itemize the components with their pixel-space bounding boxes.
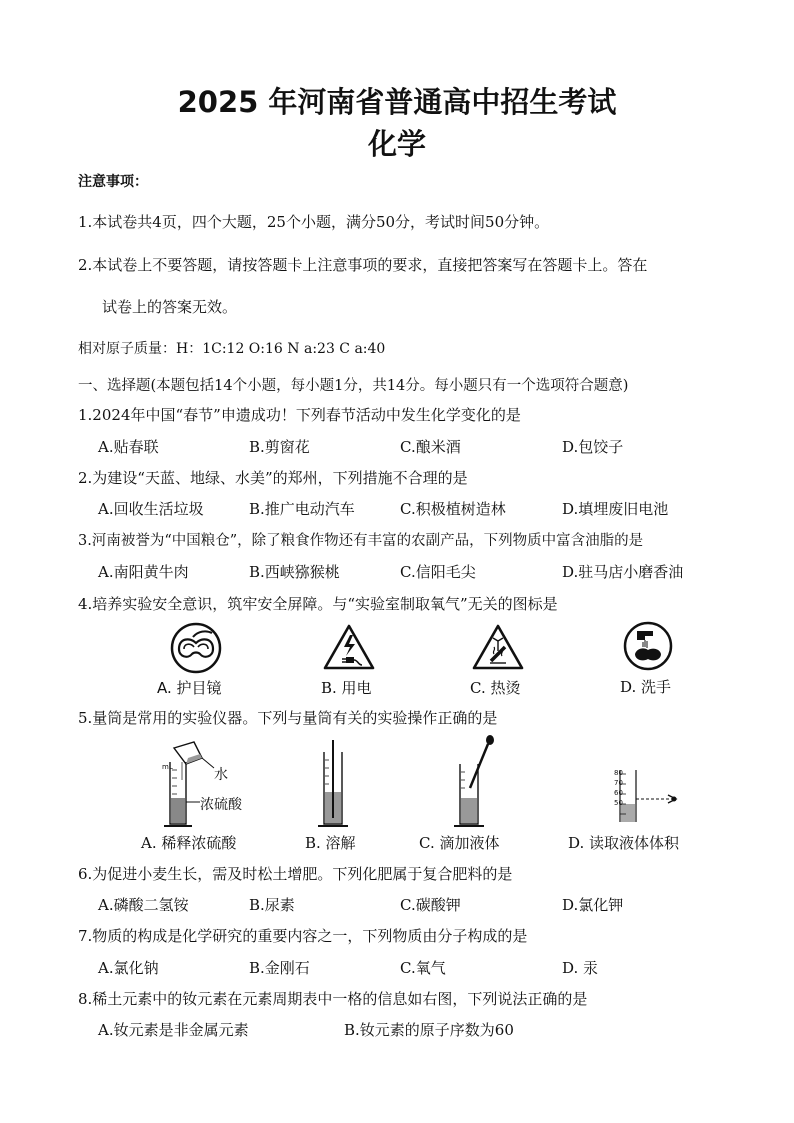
q4-option-b: B. 用电	[321, 679, 372, 697]
q5-option-b: B. 溶解	[305, 834, 356, 852]
goggles-icon	[170, 622, 222, 674]
subject-title: 化学	[367, 127, 426, 161]
hot-surface-icon	[471, 623, 525, 671]
question-2-stem: 2.为建设“天蓝、地绿、水美”的郑州，下列措施不合理的是	[78, 469, 468, 487]
q1-option-d: D.包饺子	[562, 438, 624, 456]
q5-option-c: C. 滴加液体	[419, 834, 500, 852]
q1-option-c: C.酿米酒	[400, 438, 461, 456]
q2-option-b: B.推广电动汽车	[249, 500, 355, 518]
diluting-acid-illustration	[160, 740, 240, 830]
q5-scale-labels	[614, 768, 623, 808]
q7-option-a: A.氯化钠	[98, 959, 159, 977]
q2-option-a: A.回收生活垃圾	[98, 500, 204, 518]
question-6-stem: 6.为促进小麦生长，需及时松土增肥。下列化肥属于复合肥料的是	[78, 865, 513, 883]
adding-liquid-illustration	[450, 734, 500, 830]
notice-heading: 注意事项：	[78, 174, 148, 190]
q3-option-d: D.驻马店小磨香油	[562, 563, 684, 581]
q3-option-b: B.西峡猕猴桃	[249, 563, 340, 581]
q7-option-b: B.金刚石	[249, 959, 310, 977]
notice-item-1: 1.本试卷共4页，四个大题，25个小题，满分50分，考试时间50分钟。	[78, 213, 550, 231]
q2-option-c: C.积极植树造林	[400, 500, 506, 518]
q2-option-d: D.填埋废旧电池	[562, 500, 669, 518]
q6-option-a: A.磷酸二氢铵	[98, 896, 189, 914]
q5-water-label: 水	[214, 767, 228, 783]
q5-ml-label: mL	[162, 763, 173, 771]
q6-option-d: D.氯化钾	[562, 896, 624, 914]
electricity-warning-icon	[322, 623, 376, 671]
question-8-stem: 8.稀土元素中的钕元素在元素周期表中一格的信息如右图，下列说法正确的是	[78, 990, 588, 1008]
question-4-stem: 4.培养实验安全意识，筑牢安全屏障。与“实验室制取氧气”无关的图标是	[78, 595, 558, 613]
scale-tick-80: 80	[614, 769, 623, 777]
q7-option-d: D. 汞	[562, 959, 599, 977]
q4-option-c: C. 热烫	[470, 679, 521, 697]
q3-option-a: A.南阳黄牛肉	[98, 563, 189, 581]
q5-option-d: D. 读取液体体积	[568, 834, 680, 852]
q4-option-d: D. 洗手	[620, 678, 672, 696]
question-3-stem: 3.河南被誉为“中国粮仓”，除了粮食作物还有丰富的农副产品，下列物质中富含油脂的是	[78, 533, 644, 549]
section-one-heading: 一、选择题(本题包括14个小题，每小题1分，共14分。每小题只有一个选项符合题意)	[78, 378, 629, 394]
scale-tick-70: 70	[614, 779, 623, 787]
q3-option-c: C.信阳毛尖	[400, 563, 476, 581]
q1-option-b: B.剪窗花	[249, 438, 310, 456]
scale-tick-50: 50	[614, 799, 623, 807]
q6-option-c: C.碳酸钾	[400, 896, 461, 914]
wash-hands-icon	[623, 621, 673, 671]
atomic-mass-line: 相对原子质量：H：1C:12 O:16 N a:23 C a:40	[78, 341, 386, 357]
dissolving-illustration	[316, 738, 350, 830]
q6-option-b: B.尿素	[249, 896, 295, 914]
question-1-stem: 1.2024年中国“春节”申遗成功！下列春节活动中发生化学变化的是	[78, 406, 521, 424]
q5-option-a: A. 稀释浓硫酸	[141, 834, 237, 852]
q4-option-a: A. 护目镜	[157, 679, 222, 697]
notice-item-2-cont: 试卷上的答案无效。	[102, 298, 238, 316]
exam-title: 2025 年河南省普通高中招生考试	[177, 85, 617, 119]
question-5-stem: 5.量筒是常用的实验仪器。下列与量筒有关的实验操作正确的是	[78, 709, 498, 727]
scale-tick-60: 60	[614, 789, 623, 797]
q1-option-a: A.贴春联	[98, 438, 159, 456]
q7-option-c: C.氧气	[400, 959, 446, 977]
q5-acid-label: 浓硫酸	[200, 797, 242, 813]
q8-option-b: B.钕元素的原子序数为60	[344, 1021, 514, 1039]
notice-item-2: 2.本试卷上不要答题，请按答题卡上注意事项的要求，直接把答案写在答题卡上。答在	[78, 256, 648, 274]
q8-option-a: A.钕元素是非金属元素	[98, 1021, 249, 1039]
question-7-stem: 7.物质的构成是化学研究的重要内容之一，下列物质由分子构成的是	[78, 927, 528, 945]
